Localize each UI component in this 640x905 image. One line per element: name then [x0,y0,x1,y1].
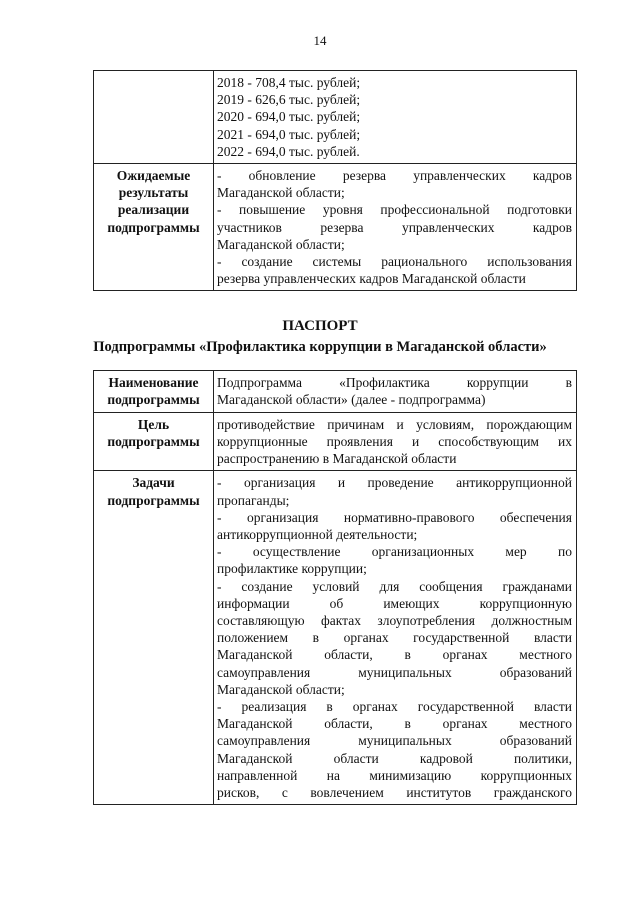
name-label-cell [94,371,214,413]
tasks-cell [214,471,577,805]
tasks-line: Магаданской области, в органах местного [217,716,572,732]
tasks-line: - создание условий для сообщения гражданами [217,578,572,594]
tasks-line: - организация нормативно-правового обеспечения [217,509,572,525]
tasks-line: Магаданской области; [217,681,345,697]
name-line: Подпрограмма «Профилактика коррупции в [217,375,572,390]
funding-line: 2018 - 708,4 тыс. рублей; [217,75,361,90]
goal-label-line: подпрограммы [107,434,200,450]
results-line: Магаданской области; [217,185,345,201]
results-line: резерва управленческих кадров Магаданской области [217,271,526,287]
results-label-line: реализации [117,202,190,218]
tasks-line: информации об имеющих коррупционную [217,595,572,611]
tasks-label-cell [94,471,214,805]
funding-line: 2019 - 626,6 тыс. рублей; [217,92,361,108]
tasks-line: самоуправления муниципальных образований [217,664,572,680]
results-line: участников резерва управленческих кадров [217,219,572,235]
results-row [94,164,577,291]
funding-line: 2021 - 694,0 тыс. рублей; [217,126,361,142]
subprogram-continuation-table [93,70,577,291]
results-label-cell [94,164,214,291]
tasks-label-line: Задачи [132,475,175,491]
goal-line: коррупционные проявления и способствующим их [217,434,572,450]
tasks-line: профилактике коррупции; [217,561,367,577]
goal-label-cell [94,412,214,471]
tasks-line: пропаганды; [217,492,290,508]
tasks-line: направленной на минимизацию коррупционных [217,767,572,783]
passport-table [93,370,577,805]
tasks-line: Магаданской области кадровой политики, [217,750,572,766]
funding-row [94,71,577,164]
tasks-line: самоуправления муниципальных образований [217,733,572,749]
results-label-line: подпрограммы [107,219,200,235]
tasks-line: составляющую фактах злоупотребления должностным [217,613,572,629]
tasks-line: - осуществление организационных мер по [217,544,572,560]
tasks-line: антикоррупционной деятельности; [217,527,418,543]
name-line: Магаданской области» (далее - подпрограмма) [217,392,486,408]
tasks-line: рисков, с вовлечением институтов гражданского [217,785,572,801]
passport-title: ПАСПОРТ [282,318,358,334]
name-cell [214,371,577,413]
goal-line: противодействие причинам и условиям, порождающим [217,416,572,432]
tasks-line: Магаданской области, в органах местного [217,647,572,663]
name-row [94,371,577,413]
funding-line: 2022 - 694,0 тыс. рублей. [217,143,360,159]
page-number: 14 [313,33,327,48]
funding-line: 2020 - 694,0 тыс. рублей; [217,109,361,125]
goal-cell [214,412,577,471]
results-line: - повышение уровня профессиональной подготовки [217,202,572,218]
name-label-line: подпрограммы [107,392,200,408]
tasks-line: - организация и проведение антикоррупционной [217,475,572,491]
results-line: - создание системы рационального использования [217,254,572,270]
results-line: Магаданской области; [217,236,345,252]
tasks-line: положением в органах государственной власти [217,630,572,646]
name-label-line: Наименование [108,375,199,390]
tasks-line: - реализация в органах государственной власти [217,699,572,715]
results-cell [214,164,577,291]
funding-label-cell [94,71,214,164]
goal-label-line: Цель [137,416,170,432]
funding-cell [214,71,577,164]
results-label-line: результаты [118,185,189,201]
goal-row [94,412,577,471]
results-label-line: Ожидаемые [116,168,191,184]
passport-subtitle: Подпрограммы «Профилактика коррупции в Магаданской области» [93,339,547,355]
tasks-label-line: подпрограммы [107,492,200,508]
goal-line: распространению в Магаданской области [217,451,457,467]
results-line: - обновление резерва управленческих кадров [217,168,572,184]
tasks-row [94,471,577,805]
